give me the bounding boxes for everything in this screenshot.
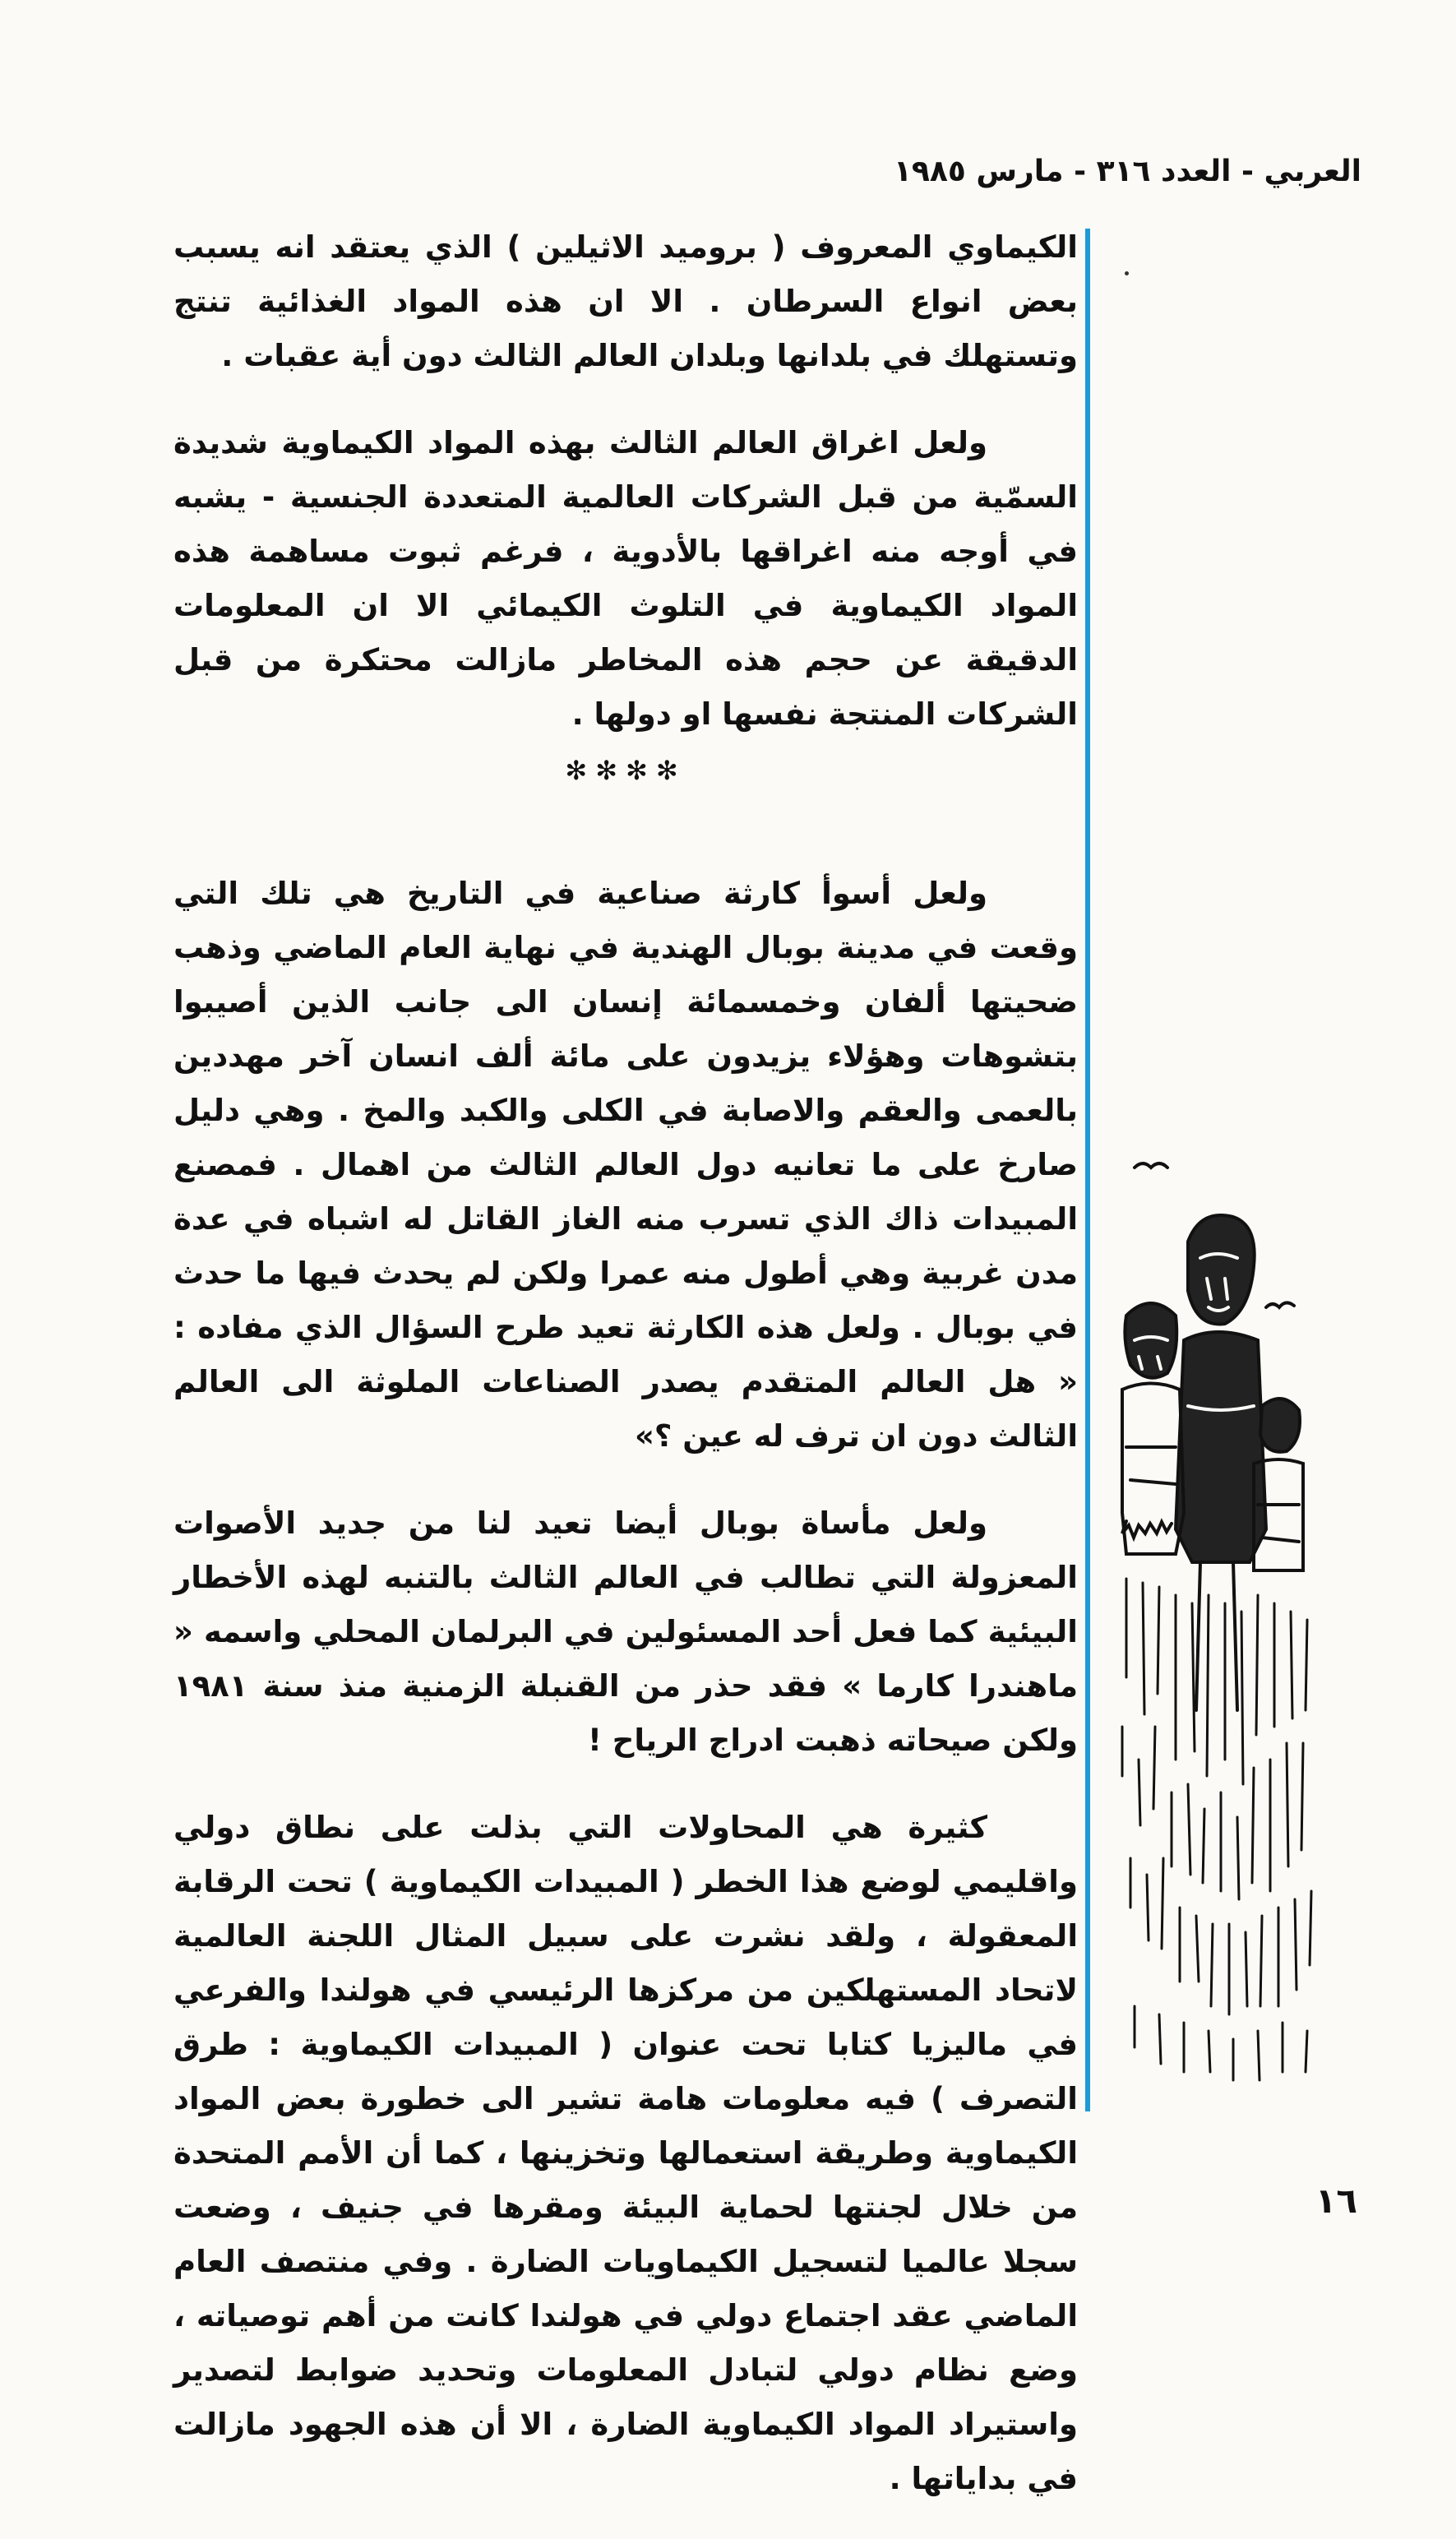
section-separator: ✻✻✻✻: [565, 755, 686, 786]
running-header: العربي - العدد ٣١٦ - مارس ١٩٨٥: [893, 155, 1361, 188]
family-figures-drawing-icon: [1110, 1135, 1324, 2105]
column-divider: [1085, 229, 1090, 2111]
paragraph-3: ولعل أسوأ كارثة صناعية في التاريخ هي تلك التي وقعت في مدينة بوبال الهندية في نهاية العام الماضي وذهب ضحيتها ألفان وخمسمائة إنسان الى جانب الذين أصيبوا بتشوهات وهؤلاء يزيدون على مائة ألف انسان آخر مهددين بالعمى والعقم والاصابة في الكلى والكبد والمخ . وهي دليل صارخ على ما تعانيه دول العالم الثالث من اهمال . فمصنع المبيدات ذاك الذي تسرب منه الغاز القاتل له اشباه في عدة مدن غربية وهي أطول منه عمرا ولكن لم يحدث فيها ما حدث في بوبال . ولعل هذه الكارثة تعيد طرح السؤال الذي مفاده : « هل العالم المتقدم يصدر الصناعات الملوثة الى العالم الثالث دون ان ترف له عين ؟»: [173, 876, 1078, 1454]
article-column: [173, 220, 1078, 2539]
paragraph-2: ولعل اغراق العالم الثالث بهذه المواد الكيماوية شديدة السمّية من قبل الشركات العالمية المتعددة الجنسية - يشبه في أوجه منه اغراقها بالأدوية ، فرغم ثبوت مساهمة هذه المواد الكيماوية في التلوث الكيمائي الا ان المعلومات الدقيقة عن حجم هذه المخاطر مازالت محتكرة من قبل الشركات المنتجة نفسها او دولها .: [173, 425, 1078, 732]
margin-dot: [1125, 271, 1129, 275]
paragraph-1: الكيماوي المعروف ( بروميد الاثيلين ) الذي يعتقد انه يسبب بعض انواع السرطان . الا ان هذه المواد الغذائية تنتج وتستهلك في بلدانها وبلدان العالم الثالث دون أية عقبات .: [173, 229, 1078, 373]
paragraph-4: ولعل مأساة بوبال أيضا تعيد لنا من جديد الأصوات المعزولة التي تطالب في العالم الثالث بالتنبه لهذه الأخطار البيئية كما فعل أحد المسئولين في البرلمان المحلي واسمه « ماهندرا كارما » فقد حذر من القنبلة الزمنية منذ سنة ١٩٨١ ولكن صيحاته ذهبت ادراج الرياح !: [173, 1505, 1078, 1758]
page-number: ١٦: [1315, 2181, 1357, 2221]
paragraph-5: كثيرة هي المحاولات التي بذلت على نطاق دولي واقليمي لوضع هذا الخطر ( المبيدات الكيماوية ) تحت الرقابة المعقولة ، ولقد نشرت على سبيل المثال اللجنة العالمية لاتحاد المستهلكين من مركزها الرئيسي في هولندا والفرعي في ماليزيا كتابا تحت عنوان ( المبيدات الكيماوية : طرق التصرف ) فيه معلومات هامة تشير الى خطورة بعض المواد الكيماوية وطريقة استعمالها وتخزينها ، كما أن الأمم المتحدة من خلال لجنتها لحماية البيئة ومقرها في جنيف ، وضعت سجلا عالميا لتسجيل الكيماويات الضارة . وفي منتصف العام الماضي عقد اجتماع دولي في هولندا كانت من أهم توصياته ، وضع نظام دولي لتبادل المعلومات وتحديد ضوابط لتصدير واستيراد المواد الكيماوية الضارة ، الا أن هذه الجهود مازالت في بداياتها .: [173, 1810, 1078, 2496]
